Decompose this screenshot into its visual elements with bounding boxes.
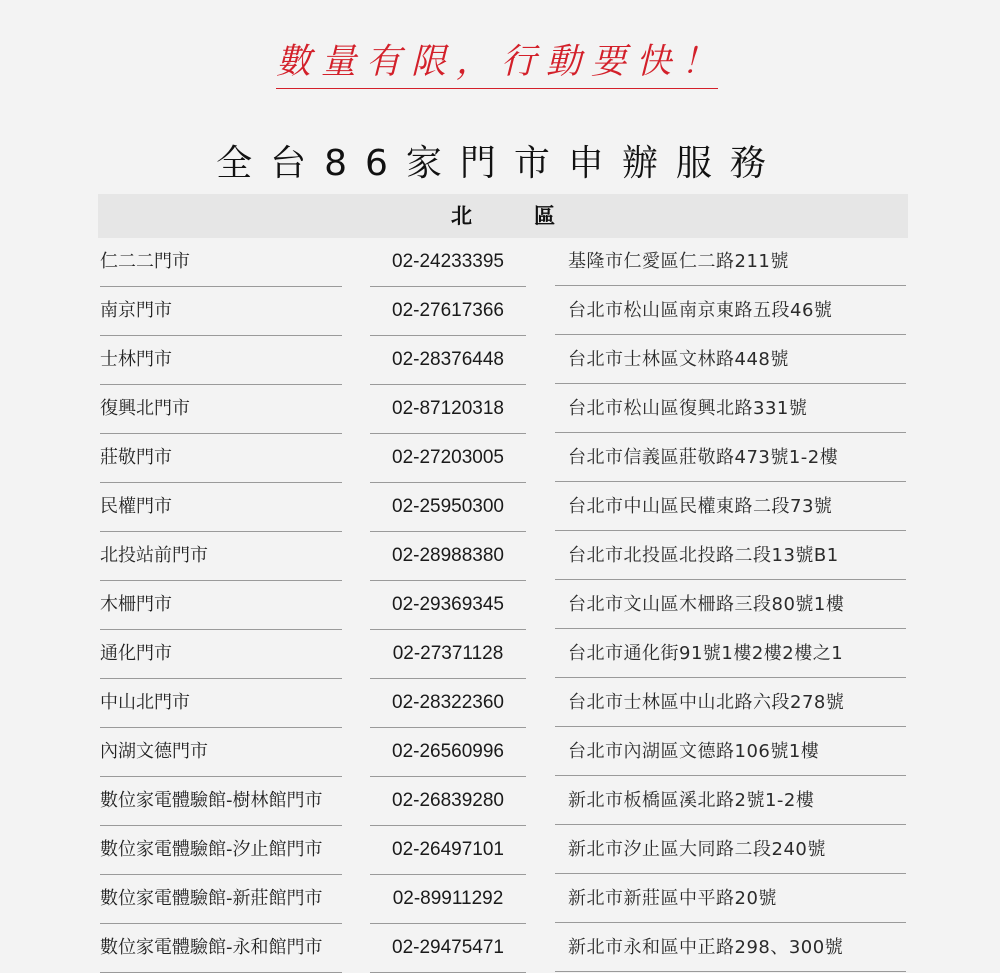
store-row — [0, 581, 1000, 630]
store-row — [0, 777, 1000, 826]
store-name: 復興北門市 — [100, 385, 342, 434]
store-phone: 02-26560996 — [370, 728, 526, 777]
store-address: 台北市文山區木柵路三段80號1樓 — [555, 581, 906, 629]
promo-text: 數量有限，行動要快！ — [276, 42, 727, 82]
store-phone: 02-89911292 — [370, 875, 526, 924]
store-list — [0, 238, 1000, 973]
store-row — [0, 630, 1000, 679]
store-phone: 02-27371128 — [370, 630, 526, 679]
store-row — [0, 385, 1000, 434]
store-address: 新北市板橋區溪北路2號1-2樓 — [555, 777, 906, 825]
store-name: 士林門市 — [100, 336, 342, 385]
store-name: 數位家電體驗館-汐止館門市 — [100, 826, 342, 875]
store-row — [0, 826, 1000, 875]
store-name: 木柵門市 — [100, 581, 342, 630]
store-name: 數位家電體驗館-樹林館門市 — [100, 777, 342, 826]
store-row — [0, 728, 1000, 777]
store-phone: 02-28322360 — [370, 679, 526, 728]
store-row — [0, 336, 1000, 385]
store-row — [0, 483, 1000, 532]
store-phone: 02-28988380 — [370, 532, 526, 581]
store-phone: 02-27203005 — [370, 434, 526, 483]
store-name: 仁二二門市 — [100, 238, 342, 287]
store-phone: 02-27617366 — [370, 287, 526, 336]
store-name: 數位家電體驗館-永和館門市 — [100, 924, 342, 973]
store-name: 莊敬門市 — [100, 434, 342, 483]
store-address: 台北市信義區莊敬路473號1-2樓 — [555, 434, 906, 482]
store-name: 通化門市 — [100, 630, 342, 679]
store-name: 內湖文德門市 — [100, 728, 342, 777]
store-phone: 02-26839280 — [370, 777, 526, 826]
store-address: 台北市內湖區文德路106號1樓 — [555, 728, 906, 776]
store-name: 民權門市 — [100, 483, 342, 532]
store-address: 台北市松山區南京東路五段46號 — [555, 287, 906, 335]
store-phone: 02-87120318 — [370, 385, 526, 434]
store-address: 新北市永和區中正路298、300號 — [555, 924, 906, 972]
store-phone: 02-24233395 — [370, 238, 526, 287]
store-row — [0, 875, 1000, 924]
store-row — [0, 434, 1000, 483]
store-row — [0, 238, 1000, 287]
store-phone: 02-29475471 — [370, 924, 526, 973]
promo-banner — [276, 38, 727, 89]
store-phone: 02-29369345 — [370, 581, 526, 630]
store-address: 台北市通化街91號1樓2樓2樓之1 — [555, 630, 906, 678]
store-address: 台北市士林區中山北路六段278號 — [555, 679, 906, 727]
store-address: 台北市松山區復興北路331號 — [555, 385, 906, 433]
region-header: 北區 — [98, 194, 908, 238]
store-address: 台北市士林區文林路448號 — [555, 336, 906, 384]
store-row — [0, 924, 1000, 973]
store-address: 台北市北投區北投路二段13號B1 — [555, 532, 906, 580]
store-name: 南京門市 — [100, 287, 342, 336]
store-row — [0, 287, 1000, 336]
store-row — [0, 532, 1000, 581]
page-title: 全台86家門市申辦服務 — [216, 143, 784, 184]
store-address: 新北市汐止區大同路二段240號 — [555, 826, 906, 874]
store-name: 北投站前門市 — [100, 532, 342, 581]
store-phone: 02-28376448 — [370, 336, 526, 385]
store-name: 數位家電體驗館-新莊館門市 — [100, 875, 342, 924]
store-row — [0, 679, 1000, 728]
store-address: 台北市中山區民權東路二段73號 — [555, 483, 906, 531]
store-phone: 02-25950300 — [370, 483, 526, 532]
store-address: 基隆市仁愛區仁二路211號 — [555, 238, 906, 286]
store-phone: 02-26497101 — [370, 826, 526, 875]
store-address: 新北市新莊區中平路20號 — [555, 875, 906, 923]
store-name: 中山北門市 — [100, 679, 342, 728]
